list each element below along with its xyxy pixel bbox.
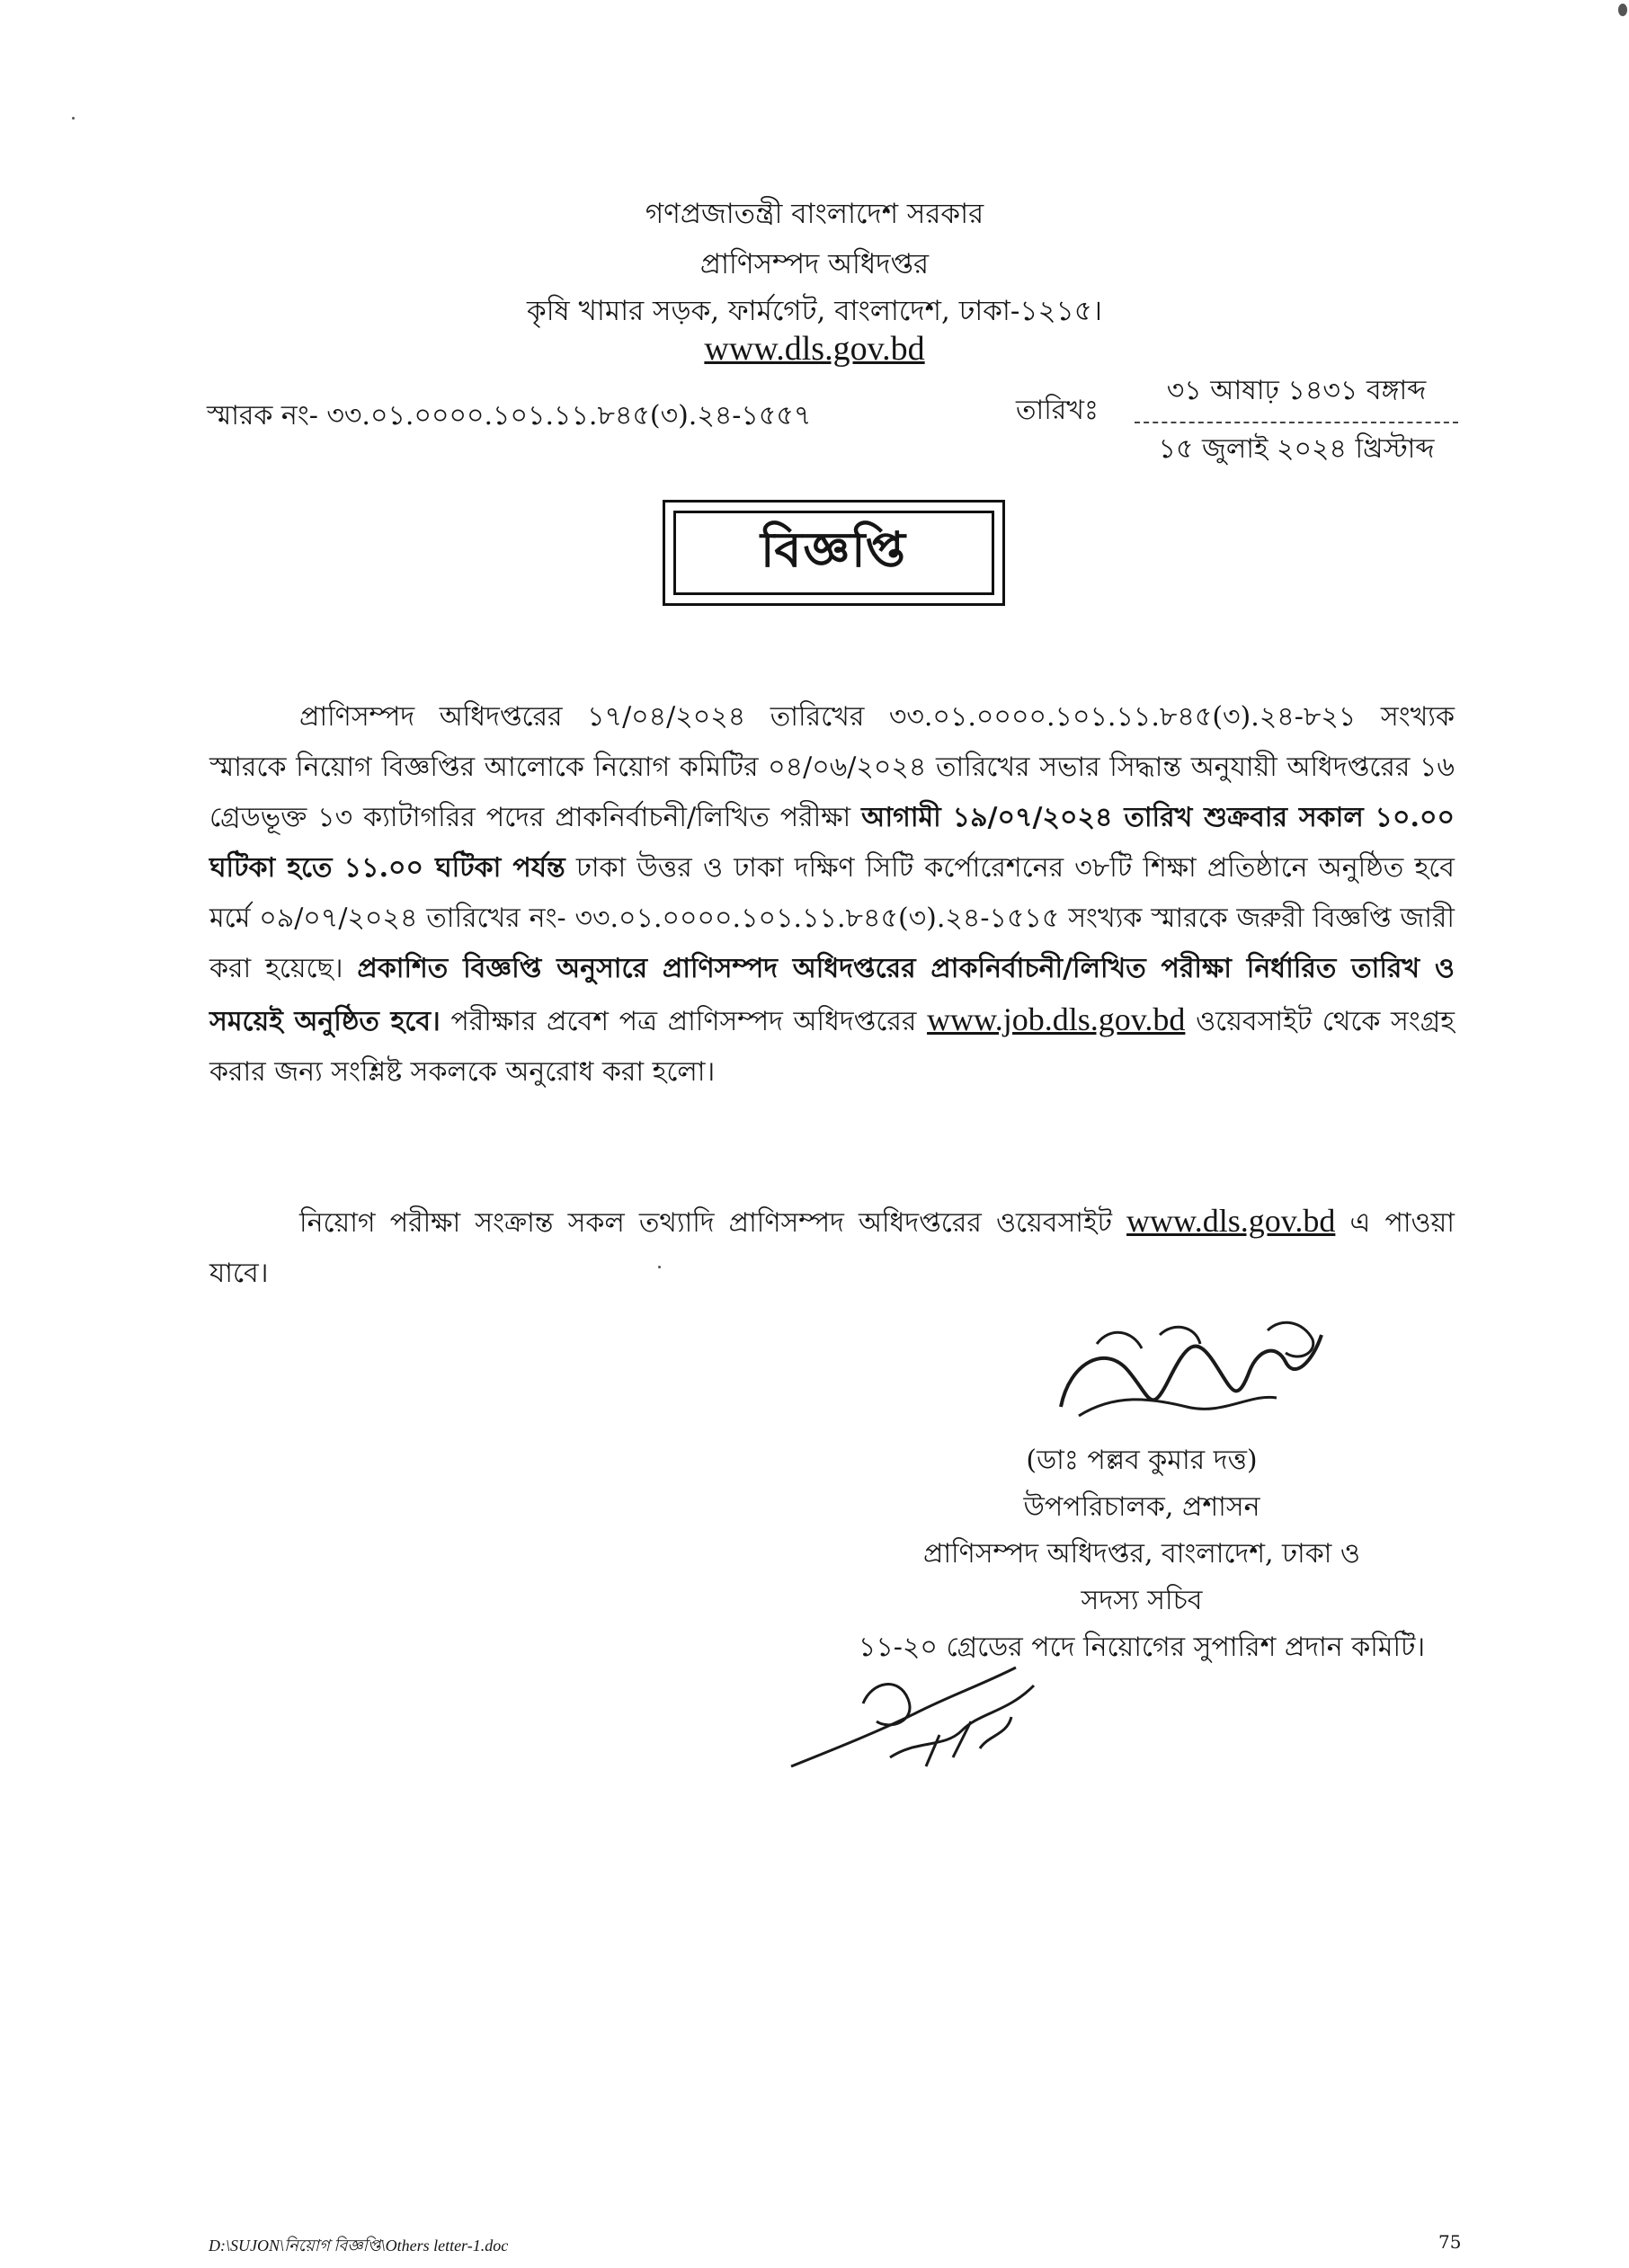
page-number: 75 — [1438, 2231, 1462, 2253]
scan-speck — [658, 1266, 661, 1268]
memo-number: স্মারক নং- ৩৩.০১.০০০০.১০১.১১.৮৪৫(৩).২৪-১৫৫৭ — [207, 400, 812, 431]
p2-text-b: এ পাওয়া যাবে। — [209, 1207, 1455, 1289]
p1-text-f: ওয়েবসাইট থেকে সংগ্রহ করার জন্য সংশ্লিষ্ট সকলকে অনুরোধ করা হলো। — [209, 1006, 1455, 1088]
p1-exam-schedule: আগামী ১৯/০৭/২০২৪ তারিখ শুক্রবার সকাল ১০.০০ ঘটিকা হতে ১১.০০ ঘটিকা পর্যন্ত — [209, 802, 1455, 884]
body-paragraph-2 — [209, 1196, 1455, 1299]
scan-speck — [1618, 4, 1627, 16]
p1-text-e: পরীক্ষার প্রবেশ পত্র প্রাণিসম্পদ অধিদপ্তরের — [440, 1006, 928, 1037]
scan-speck — [72, 117, 75, 120]
header-department: প্রাণিসম্পদ অধিদপ্তর — [699, 248, 930, 280]
signatory-role: সদস্য সচিব — [1081, 1585, 1203, 1616]
header-govt: গণপ্রজাতন্ত্রী বাংলাদেশ সরকার — [645, 198, 984, 230]
p2-text-a: নিয়োগ পরীক্ষা সংক্রান্ত সকল তথ্যাদি প্রাণিসম্পদ অধিদপ্তরের ওয়েবসাইট — [299, 1207, 1127, 1239]
initials-scribble — [782, 1650, 1070, 1784]
date-block — [1135, 369, 1458, 473]
p1-text-a: প্রাণিসম্পদ অধিদপ্তরের ১৭/০৪/২০২৪ তারিখের ৩৩.০১.০০০০.১০১.১১.৮৪৫(৩).২৪-৮২১ সংখ্যক স্মারকে নিয়োগ বিজ্ঞপ্তির আলোকে নিয়োগ কমিটির ০৪/০৬/২০২৪ তারিখের সভার সিদ্ধান্ত অনুযায়ী অধিদপ্তরের ১৬ গ্রেডভূক্ত ১৩ ক্যাটাগরির পদের প্রাকনির্বাচনী/লিখিত পরীক্ষা — [209, 701, 1455, 833]
header-address: কৃষি খামার সড়ক, ফার্মগেট, বাংলাদেশ, ঢাকা-১২১৫। — [527, 295, 1102, 327]
header-website-link[interactable]: www.dls.gov.bd — [704, 330, 925, 368]
signatory-name: (ডাঃ পল্লব কুমার দত্ত) — [1026, 1445, 1258, 1476]
footer-file-path: D:\SUJON\নিয়োগ বিজ্ঞপ্তি\Others letter-1.doc — [209, 2237, 509, 2255]
notice-title-inner-frame — [673, 511, 994, 595]
body-paragraph-1 — [209, 692, 1455, 1098]
signature-scribble — [1043, 1308, 1331, 1443]
notice-title: বিজ্ঞপ্তি — [760, 520, 907, 578]
job-website-link[interactable]: www.job.dls.gov.bd — [927, 1001, 1186, 1037]
date-separator — [1135, 422, 1458, 423]
signatory-office: প্রাণিসম্পদ অধিদপ্তর, বাংলাদেশ, ঢাকা ও — [922, 1538, 1361, 1570]
p1-text-c: ঢাকা উত্তর ও ঢাকা দক্ষিণ সিটি কর্পোরেশনের ৩৮টি শিক্ষা প্রতিষ্ঠানে অনুষ্ঠিত হবে মর্মে ০৯/০৭/২০২৪ তারিখের নং- ৩৩.০১.০০০০.১০১.১১.৮৪৫(৩).২৪-১৫১৫ সংখ্যক স্মারকে জরুরী বিজ্ঞপ্তি জারী করা হয়েছে। — [209, 852, 1455, 984]
header-website-row — [0, 329, 1629, 369]
date-english: ১৫ জুলাই ২০২৪ খ্রিস্টাব্দ — [1158, 433, 1435, 465]
date-bangla: ৩১ আষাঢ় ১৪৩১ বঙ্গাব্দ — [1166, 375, 1427, 406]
dls-website-link[interactable]: www.dls.gov.bd — [1126, 1203, 1336, 1239]
date-label: তারিখঃ — [1016, 395, 1099, 426]
notice-title-frame — [663, 500, 1005, 606]
signatory-committee: ১১-২০ গ্রেডের পদে নিয়োগের সুপারিশ প্রদান কমিটি। — [858, 1632, 1426, 1663]
signatory-designation: উপপরিচালক, প্রশাসন — [1023, 1491, 1260, 1523]
p1-exam-confirmation: প্রকাশিত বিজ্ঞপ্তি অনুসারে প্রাণিসম্পদ অধিদপ্তরের প্রাকনির্বাচনী/লিখিত পরীক্ষা নির্ধারিত তারিখ ও সময়েই অনুষ্ঠিত হবে। — [209, 953, 1455, 1037]
